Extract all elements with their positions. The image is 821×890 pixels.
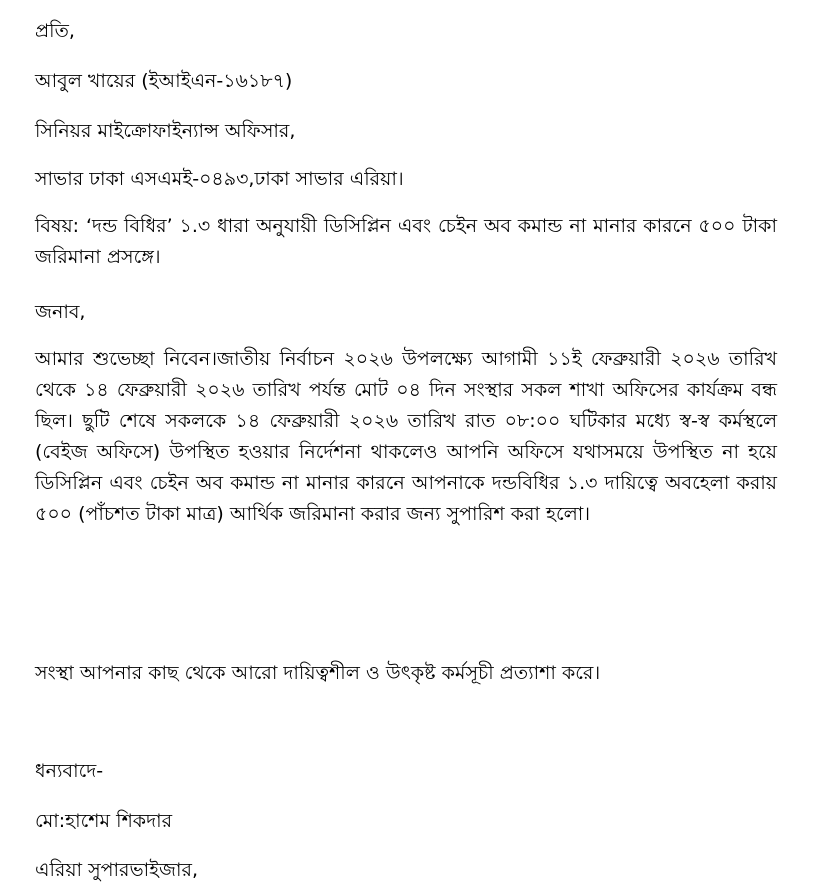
closing-note: সংস্থা আপনার কাছ থেকে আরো দায়িত্বশীল ও উৎকৃষ্ট কর্মসূচী প্রত্যাশা করে। (35, 662, 601, 684)
recipient-branch: সাভার ঢাকা এসএমই-০৪৯৩,ঢাকা সাভার এরিয়া। (35, 168, 404, 190)
recipient-designation: সিনিয়র মাইক্রোফাইন্যান্স অফিসার, (35, 120, 296, 142)
body-paragraph: আমার শুভেচ্ছা নিবেন।জাতীয় নির্বাচন ২০২৬ উপলক্ষ্যে আগামী ১১ই ফেব্রুয়ারী ২০২৬ তারিখ থেকে ১৪ ফেব্রুয়ারী ২০২৬ তারিখ পর্যন্ত মোট ০৪ দিন সংস্থার সকল শাখা অফিসের কার্যক্রম বন্ধ ছিল। ছুটি শেষে সকলকে ১৪ ফেব্রুয়ারী ২০২৬ তারিখ রাত ০৮:০০ ঘটিকার মধ্যে স্ব-স্ব কর্মস্থলে (বেইজ অফিসে) উপস্থিত হওয়ার নির্দেশনা থাকলেও আপনি অফিসে যথাসময়ে উপস্থিত না হয়ে ডিসিপ্লিন এবং চেইন অব কমান্ড না মানার কারনে আপনাকে দন্ডবিধির ১.৩ দায়িত্বে অবহেলা করায় ৫০০ (পাঁচশত টাকা মাত্র) আর্থিক জরিমানা করার জন্য সুপারিশ করা হলো। (35, 348, 777, 525)
signoff-designation: এরিয়া সুপারভাইজার, (35, 859, 199, 881)
greeting: জনাব, (35, 301, 86, 323)
subject-line: বিষয়: ‘দন্ড বিধির’ ১.৩ ধারা অনুযায়ী ডিসিপ্লিন এবং চেইন অব কমান্ড না মানার কারনে ৫০০ টাকা জরিমানা প্রসঙ্গে। (35, 215, 777, 268)
salutation-to: প্রতি, (35, 20, 75, 42)
signoff-thanks: ধন্যবাদে- (35, 760, 104, 782)
recipient-name: আবুল খায়ের (ইআইএন-১৬১৮৭) (35, 70, 293, 92)
signoff-name: মো:হাশেম শিকদার (35, 810, 173, 832)
